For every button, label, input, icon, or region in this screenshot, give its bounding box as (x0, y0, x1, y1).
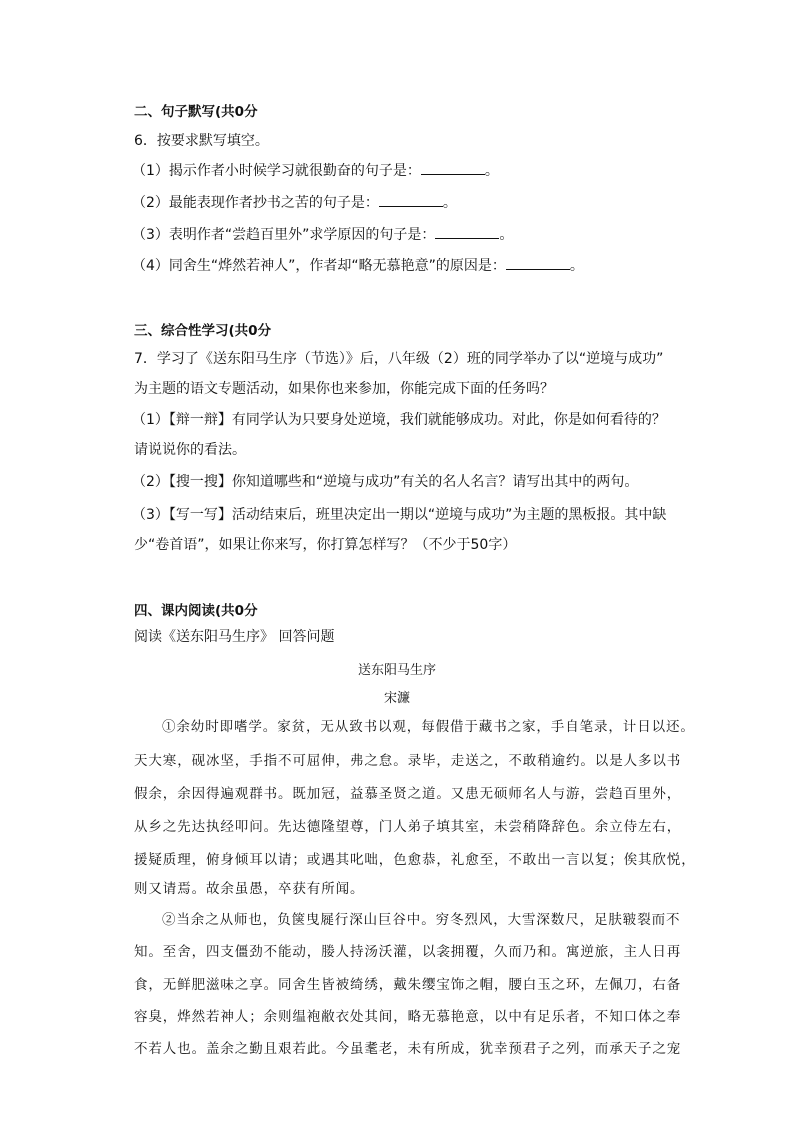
q6-item-1-end: 。 (484, 163, 499, 179)
passage-line: 假余，余因得遍观群书。既加冠，益慕圣贤之道。又患无硕师名人与游，尝趋百里外， (134, 786, 682, 802)
passage-line: 则又请焉。故余虽愚，卒获有所闻。 (134, 881, 365, 897)
task-1-line-1: （1）【辩一辩】有同学认为只要身处逆境，我们就能够成功。对此，你是如何看待的？ (132, 412, 666, 428)
passage-line: ①余幼时即嗜学。家贫，无从致书以观，每假借于藏书之家，手自笔录，计日以还。 (162, 719, 695, 735)
section2-header: 二、句子默写(共0分 (134, 104, 258, 120)
q6-item-4 (132, 257, 584, 275)
task-3-line-1: （3）【写一写】活动结束后，班里决定出一期以“逆境与成功”为主题的黑板报。其中缺 (132, 507, 667, 523)
passage-line: 食，无鲜肥滋味之享。同舍生皆被绮绣，戴朱缨宝饰之帽，腰白玉之环，左佩刀，右备 (134, 977, 682, 993)
q6-item-3 (132, 226, 513, 244)
passage-line: 天大寒，砚冰坚，手指不可屈伸，弗之怠。录毕，走送之，不敢稍逾约。以是人多以书 (134, 753, 682, 769)
section3-header: 三、综合性学习(共0分 (134, 323, 272, 339)
q6-item-4-text: （4）同舍生“烨然若神人”，作者却“略无慕艳意”的原因是： (132, 258, 506, 274)
passage-line: 从乡之先达执经叩问。先达德隆望尊，门人弟子填其室，未尝稍降辞色。余立侍左右， (134, 819, 682, 835)
answer-blank (435, 226, 499, 239)
reading-instruction: 阅读《送东阳马生序》 回答问题 (134, 629, 335, 645)
q6-item-1 (132, 162, 499, 180)
task-2: （2）【搜一搜】你知道哪些和“逆境与成功”有关的名人名言？请写出其中的两句。 (132, 474, 639, 490)
task-3-line-2: 少“卷首语”，如果让你来写，你打算怎样写？（不少于50字） (134, 537, 517, 553)
q6-item-2-text: （2）最能表现作者抄书之苦的句子是： (132, 195, 379, 211)
passage-line: 知。至舍，四支僵劲不能动，媵人持汤沃灌，以衾拥覆，久而乃和。寓逆旅，主人日再 (134, 944, 682, 960)
q6-item-3-end: 。 (499, 227, 514, 243)
section4-header: 四、课内阅读(共0分 (134, 603, 258, 619)
question-7-line-2: 为主题的语文专题活动，如果你也来参加，你能完成下面的任务吗？ (134, 381, 554, 397)
q6-item-2 (132, 194, 457, 212)
passage-author: 宋濂 (383, 691, 410, 706)
passage-line: 不若人也。盖余之勤且艰若此。今虽耄老，未有所成，犹幸预君子之列，而承天子之宠 (134, 1041, 682, 1057)
passage-line: 容臭，烨然若神人；余则缊袍敝衣处其间，略无慕艳意，以中有足乐者，不知口体之奉 (134, 1009, 682, 1025)
passage-title: 送东阳马生序 (357, 663, 436, 678)
question-7-line-1: 7．学习了《送东阳马生序（节选）》后，八年级（2）班的同学举办了以“逆境与成功” (134, 351, 664, 367)
passage-line: ②当余之从师也，负箧曳屣行深山巨谷中。穷冬烈风，大雪深数尺，足肤皲裂而不 (162, 912, 681, 928)
q6-item-1-text: （1）揭示作者小时候学习就很勤奋的句子是： (132, 163, 421, 179)
q6-item-3-text: （3）表明作者“尝趋百里外”求学原因的句子是： (132, 227, 436, 243)
q6-item-2-end: 。 (442, 195, 457, 211)
q6-item-4-end: 。 (569, 258, 584, 274)
task-1-line-2: 请说说你的看法。 (134, 442, 246, 458)
passage-line: 援疑质理，俯身倾耳以请；或遇其叱咄，色愈恭，礼愈至，不敢出一言以复；俟其欣悦， (134, 852, 696, 868)
answer-blank (421, 162, 485, 175)
question-6: 6．按要求默写填空。 (134, 133, 269, 149)
answer-blank (506, 257, 570, 270)
answer-blank (379, 194, 443, 207)
